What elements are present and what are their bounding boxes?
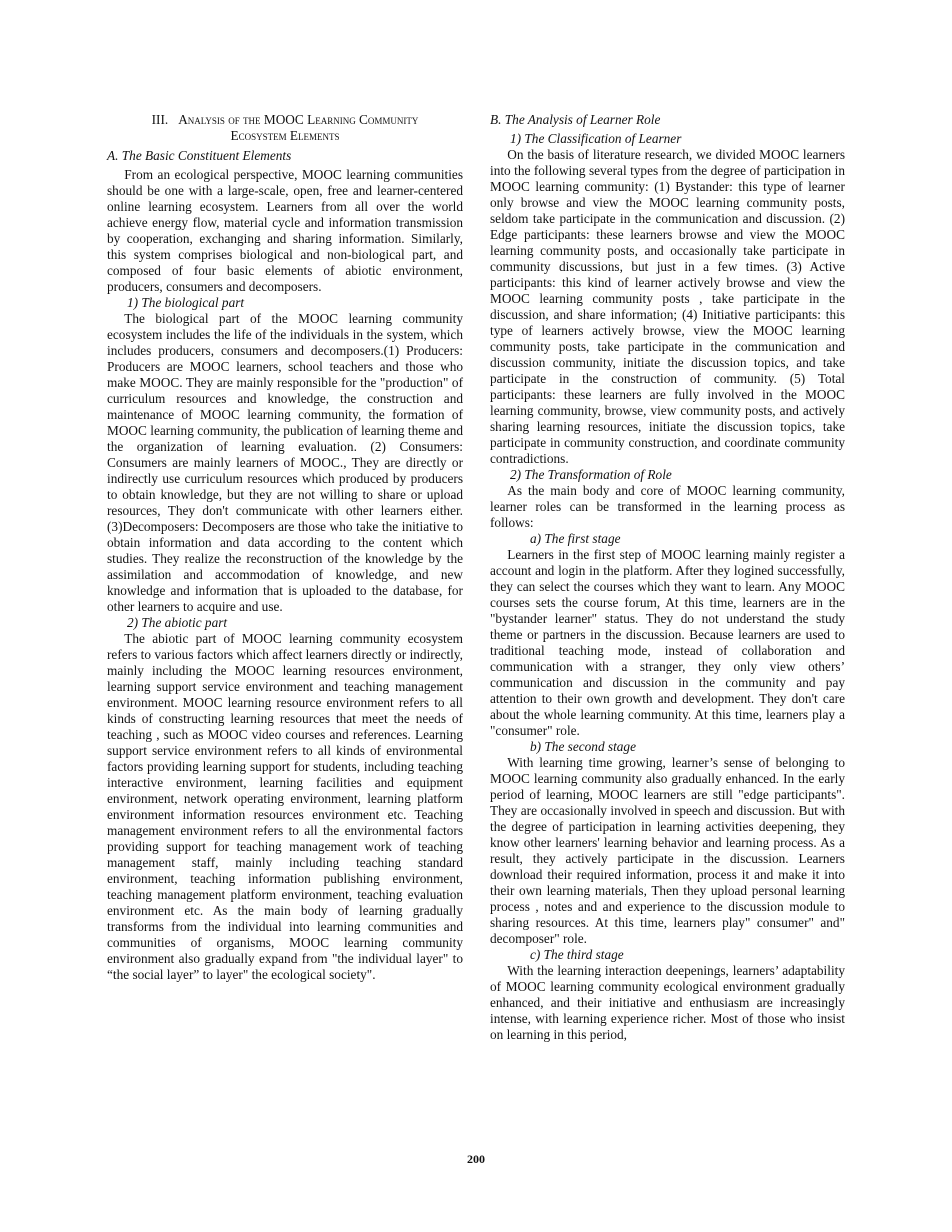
classification-text: On the basis of literature research, we divided MOOC learners into the following several types from the degree of participation in MOOC learning community: (1) Bystander: this type of learner only browse and view the MOOC learning community posts, seldom take participate in the communication and discussion. (2) Edge participants: these learners browse and view the MOOC learning community posts, and occasionally take participate in community discussions, but just in a few times. (3) Active participants: this kind of learner actively browse and view the MOOC learning community posts , take participate in the discussion, and share information; (4) Initiative participants: this type of learners actively browse, view the MOOC learning community posts, take participate in the communication and discussion community, initiate the discussion topics, and take participate in the construction of community. (5) Total participants: these learners are fully involved in the MOOC learning community, browse, view community posts, and actively sharing learning resources, initiate the discussion topics, take participate in community construction, and coordinate community contradictions. (490, 147, 845, 466)
stage-a-text: Learners in the first step of MOOC learning mainly register a account and login in the platform. After they logined successfully, they can select the courses which they want to learn. Any MOOC courses sets the course forum, At this time, learners are in the "bystander learner" status. They do not understand the study theme or partners in the discussion. Because learners are used to traditional teaching mode, instead of collaboration and communication with a stranger, they only view others’ communication and discussion in the community and pay attention to their own growth and development. They don't care about the whole learning community. At this time, learners play a "consumer" role. (490, 547, 845, 738)
biological-part-title: 1) The biological part (127, 295, 245, 310)
left-column (107, 108, 463, 983)
stage-b-text: With learning time growing, learner’s sense of belonging to MOOC learning community also gradually enhanced. In the early period of learning, MOOC learners are still "edge participants". They are occasionally involved in speech and discussion. But with the degree of participation in learning activities deepening, they know other learners' learning behavior and learning process. As a result, they actively participate in the discussion. Learners download their required information, process it and make it into their own learning materials, Then they upload personal learning process , notes and and experience to the discussion module to sharing resources. At this time, learners play" consumer" and" decomposer" role. (490, 755, 845, 946)
stage-a-title: a) The first stage (530, 531, 621, 546)
transformation-text: As the main body and core of MOOC learning community, learner roles can be transformed in the learning process as follows: (490, 483, 845, 530)
classification-title: 1) The Classification of Learner (510, 131, 682, 146)
stage-c-text: With the learning interaction deepenings, learners’ adaptability of MOOC learning community ecological environment gradually enhanced, and their initiative and enthusiasm are increasingly intense, with learning experience richer. Most of those who insist on learning in this period, (490, 963, 845, 1042)
transformation-title: 2) The Transformation of Role (510, 467, 672, 482)
subsection-b-title: B. The Analysis of Learner Role (490, 112, 661, 127)
stage-c-title: c) The third stage (530, 947, 624, 962)
section-title-line1: Analysis of the MOOC Learning Community (178, 112, 419, 127)
right-column (490, 108, 845, 1043)
section-heading (107, 112, 463, 144)
abiotic-part-title: 2) The abiotic part (127, 615, 228, 630)
stage-b-title: b) The second stage (530, 739, 636, 754)
section-title-line2: Ecosystem Elements (230, 128, 340, 143)
subsection-a-intro: From an ecological perspective, MOOC learning communities should be one with a large-scale, open, free and learner-centered online learning ecosystem. Learners from all over the world achieve energy flow, material cycle and information transmission by cooperation, exchanging and sharing information. Similarly, this system comprises biological and non-biological part, and composed of four basic elements of abiotic environment, producers, consumers and decomposers. (107, 167, 463, 294)
biological-part-text: The biological part of the MOOC learning community ecosystem includes the life of the individuals in the system, which includes producers, consumers and decomposers.(1) Producers: Producers are MOOC learners, school teachers and those who make MOOC. They are mainly responsible for the "production" of curriculum resources and knowledge, the construction and maintenance of MOOC learning community, the formation of MOOC learning community, the publication of learning theme and the organization of learning evaluation. (2) Consumers: Consumers are mainly learners of MOOC., They are directly or indirectly use curriculum resources which produced by producers to obtain knowledge, but they are not willing to share or upload resources, They don't communicate with other learners either. (3)Decomposers: Decomposers are those who take the initiative to obtain information and data according to the content which studies. They realize the reconstruction of the knowledge by the assimilation and accommodation of knowledge, and new knowledge and information that is uploaded to the database, for other learners to acquire and use. (107, 311, 463, 614)
page-number: 200 (467, 1152, 485, 1166)
subsection-a-title: A. The Basic Constituent Elements (107, 148, 292, 163)
abiotic-part-text: The abiotic part of MOOC learning community ecosystem refers to various factors which affect learners directly or indirectly, mainly including the MOOC learning resources environment, learning support service environment and teaching management environment. MOOC learning resource environment refers to all kinds of constructing learning resources that meet the needs of teaching , such as MOOC video courses and references. Learning support service environment refers to all kinds of environmental factors providing learning support for students, including teaching interactive environment, learning facilities and equipment environment, network operating environment, learning platform environment information resources environment etc. Teaching management environment refers to all the environmental factors providing support for teaching management work of teaching management staff, mainly including teaching standard environment, teaching information publishing environment, teaching management platform environment, teaching evaluation environment etc. As the main body of learning gradually transforms from the individual into learning communities and communities of organisms, MOOC learning community environment also gradually expand from "the individual layer" to “the social layer” to layer" the ecological society". (107, 631, 463, 982)
section-number: III. (151, 112, 169, 127)
